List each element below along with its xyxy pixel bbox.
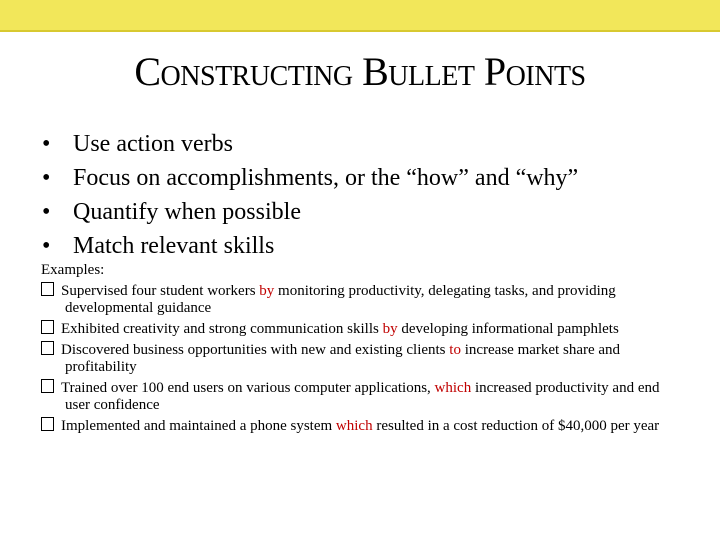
example-text: Trained over 100 end users on various computer applications, xyxy=(61,380,435,396)
example-keyword: which xyxy=(434,380,472,396)
bullet-text: Quantify when possible xyxy=(73,199,301,225)
example-keyword: by xyxy=(259,283,275,299)
bullet-text: Focus on accomplishments, or the “how” and “why” xyxy=(73,165,579,191)
empty-box-icon xyxy=(41,379,54,393)
header-accent-bar xyxy=(0,0,720,30)
bullet-item xyxy=(42,161,702,195)
example-text: increased productivity and end user confidence xyxy=(65,380,660,413)
example-text: Discovered business opportunities with new and existing clients xyxy=(61,342,450,358)
example-item xyxy=(41,341,681,376)
example-keyword: by xyxy=(382,321,398,337)
slide-title: Constructing Bullet Points xyxy=(134,49,586,94)
empty-box-icon xyxy=(41,320,54,334)
bullet-text: Use action verbs xyxy=(73,131,233,157)
bullet-list xyxy=(42,127,702,263)
example-text: developing informational pamphlets xyxy=(397,321,619,337)
example-item xyxy=(41,417,681,435)
example-text: increase market share and profitability xyxy=(65,342,621,375)
example-text: Implemented and maintained a phone system xyxy=(61,418,336,434)
bullet-dot-icon: • xyxy=(42,131,51,157)
bullet-text: Match relevant skills xyxy=(73,233,275,259)
bullet-dot-icon: • xyxy=(42,165,51,191)
bullet-dot-icon: • xyxy=(42,233,51,259)
header-accent-line xyxy=(0,30,720,32)
bullet-dot-icon: • xyxy=(42,199,51,225)
empty-box-icon xyxy=(41,341,54,355)
empty-box-icon xyxy=(41,417,54,431)
bullet-item xyxy=(42,127,702,161)
example-item xyxy=(41,379,681,414)
example-text: Exhibited creativity and strong communication skills xyxy=(61,321,383,337)
bullet-item xyxy=(42,195,702,229)
bullet-item xyxy=(42,229,702,263)
example-text: Supervised four student workers xyxy=(61,283,260,299)
examples-section xyxy=(41,262,681,438)
examples-heading: Examples: xyxy=(41,262,105,278)
example-keyword: to xyxy=(449,342,461,358)
example-item xyxy=(41,320,681,338)
example-item xyxy=(41,282,681,317)
example-text: resulted in a cost reduction of $40,000 per year xyxy=(372,418,660,434)
example-text: monitoring productivity, delegating tasks, and providing developmental guidance xyxy=(65,283,616,316)
example-keyword: which xyxy=(335,418,373,434)
empty-box-icon xyxy=(41,282,54,296)
